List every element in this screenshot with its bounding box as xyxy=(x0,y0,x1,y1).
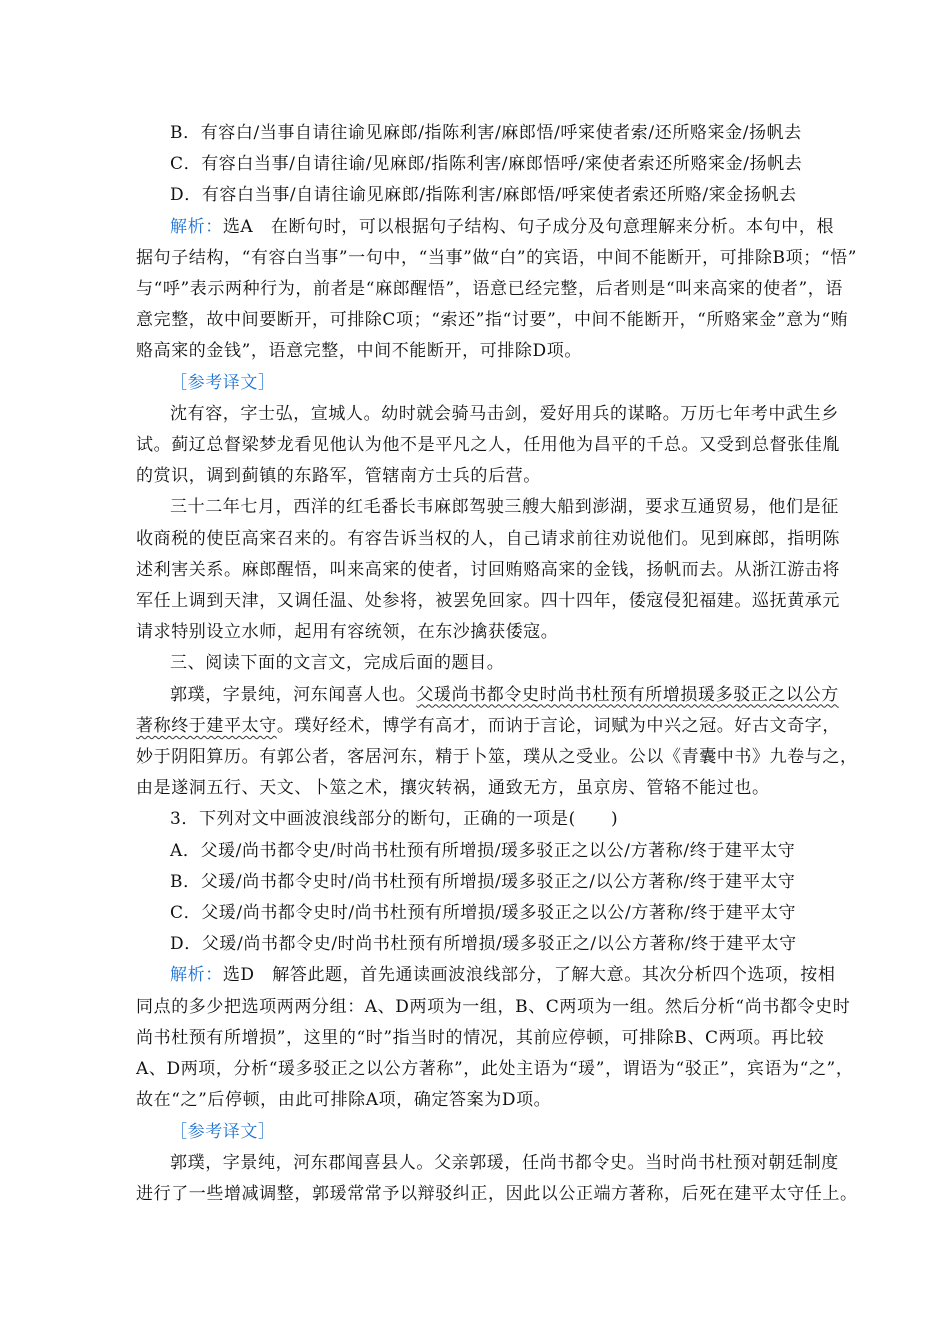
translation-line: 进行了一些增减调整，郭瑗常常予以辩驳纠正，因此以公正端方著称，后死在建平太守任上。 xyxy=(136,1183,858,1204)
passage-text: 郭璞，字景纯，河东闻喜人也。 xyxy=(170,684,417,705)
section-heading: 三、阅读下面的文言文，完成后面的题目。 xyxy=(170,653,505,674)
analysis-line: 据句子结构，“有容白当事”一句中，“当事”做“白”的宾语，中间不能断开，可排除B项；“悟” xyxy=(136,247,858,268)
option-d: D．父瑗/尚书都令史/时尚书杜预有所增损/瑗多驳正之/以公方著称/终于建平太守 xyxy=(170,934,797,955)
passage-text: 。璞好经术，博学有高才，而讷于言论，词赋为中兴之冠。好古文奇字， xyxy=(276,715,841,736)
passage-line xyxy=(136,711,841,742)
option-b: B．父瑗/尚书都令史时/尚书杜预有所增损/瑗多驳正之/以公方著称/终于建平太守 xyxy=(170,871,796,892)
passage-line: 妙于阴阳算历。有郭公者，客居河东，精于卜筮，璞从之受业。公以《青囊中书》九卷与之， xyxy=(136,747,858,768)
wavy-underlined-text: 著称终于建平太守 xyxy=(136,715,277,736)
reference-translation-label: ［参考译文］ xyxy=(170,372,276,393)
analysis-line: 赂高宷的金钱”，语意完整，中间不能断开，可排除D项。 xyxy=(136,341,582,362)
option-a: A．父瑗/尚书都令史/时尚书杜预有所增损/瑗多驳正之以公/方著称/终于建平太守 xyxy=(170,840,796,861)
translation-line: 述利害关系。麻郎醒悟，叫来高宷的使者，讨回贿赂高宷的金钱，扬帆而去。从浙江游击将 xyxy=(136,559,840,580)
analysis-line: 同点的多少把选项两两分组：A、D两项为一组，B、C两项为一组。然后分析“尚书都令史时 xyxy=(136,996,851,1017)
document-page xyxy=(136,118,858,1210)
translation-line: 收商税的使臣高宷召来的。有容告诉当权的人，自己请求前往劝说他们。见到麻郎，指明陈 xyxy=(136,528,840,549)
translation-line: 三十二年七月，西洋的红毛番长韦麻郎驾驶三艘大船到澎湖，要求互通贸易，他们是征 xyxy=(170,497,839,518)
analysis-line: A、D两项，分析“瑗多驳正之以公方著称”，此处主语为“瑗”，谓语为“驳正”，宾语为“之”， xyxy=(136,1059,854,1080)
option-d: D．有容白当事/自请往谕见麻郎/指陈利害/麻郎悟/呼宷使者索还所赂/宷金扬帆去 xyxy=(170,185,797,206)
analysis-line: 与“呼”表示两种行为，前者是“麻郎醒悟”，语意已经完整，后者则是“叫来高宷的使者”，语 xyxy=(136,279,843,300)
analysis-line: 意完整，故中间要断开，可排除C项；“索还”指“讨要”，中间不能断开，“所赂宷金”意为“贿 xyxy=(136,310,849,331)
analysis-line xyxy=(136,960,836,991)
question-text: 3．下列对文中画波浪线部分的断句，正确的一项是( ) xyxy=(170,809,619,830)
wavy-underlined-text: 父瑗尚书都令史时尚书杜预有所增损瑗多驳正之以公方 xyxy=(416,684,839,705)
passage-line xyxy=(136,680,839,711)
translation-line: 沈有容，字士弘，宣城人。幼时就会骑马击剑，爱好用兵的谋略。万历七年考中武生乡 xyxy=(170,403,839,424)
passage-line: 由是遂洞五行、天文、卜筮之术，攘灾转祸，通致无方，虽京房、管辂不能过也。 xyxy=(136,778,770,799)
translation-line: 的赏识，调到蓟镇的东路军，管辖南方士兵的后营。 xyxy=(136,466,541,487)
translation-line: 郭璞，字景纯，河东郡闻喜县人。父亲郭瑗，任尚书都令史。当时尚书杜预对朝廷制度 xyxy=(170,1152,839,1173)
analysis-text: 选D 解答此题，首先通读画波浪线部分，了解大意。其次分析四个选项，按相 xyxy=(222,965,836,986)
analysis-text: 选A 在断句时，可以根据句子结构、句子成分及句意理解来分析。本句中，根 xyxy=(222,216,835,237)
option-c: C．有容白当事/自请往谕/见麻郎/指陈利害/麻郎悟呼/宷使者索还所赂宷金/扬帆去 xyxy=(170,154,803,175)
analysis-label: 解析： xyxy=(170,965,223,986)
option-b: B．有容白/当事自请往谕见麻郎/指陈利害/麻郎悟/呼宷使者索/还所赂宷金/扬帆去 xyxy=(170,123,802,143)
analysis-label: 解析： xyxy=(170,216,223,237)
option-c: C．父瑗/尚书都令史时/尚书杜预有所增损/瑗多驳正之以公/方著称/终于建平太守 xyxy=(170,903,797,924)
analysis-line xyxy=(136,212,835,243)
reference-translation-label: ［参考译文］ xyxy=(170,1121,276,1142)
analysis-line: 故在“之”后停顿，由此可排除A项，确定答案为D项。 xyxy=(136,1090,552,1111)
analysis-line: 尚书杜预有所增损”，这里的“时”指当时的情况，其前应停顿，可排除B、C两项。再比较 xyxy=(136,1027,825,1048)
translation-line: 试。蓟辽总督梁梦龙看见他认为他不是平凡之人，任用他为昌平的千总。又受到总督张佳胤 xyxy=(136,435,840,456)
translation-line: 军任上调到天津，又调任温、处参将，被罢免回家。四十四年，倭寇侵犯福建。巡抚黄承元 xyxy=(136,591,840,612)
translation-line: 请求特别设立水师，起用有容统领，在东沙擒获倭寇。 xyxy=(136,622,559,643)
